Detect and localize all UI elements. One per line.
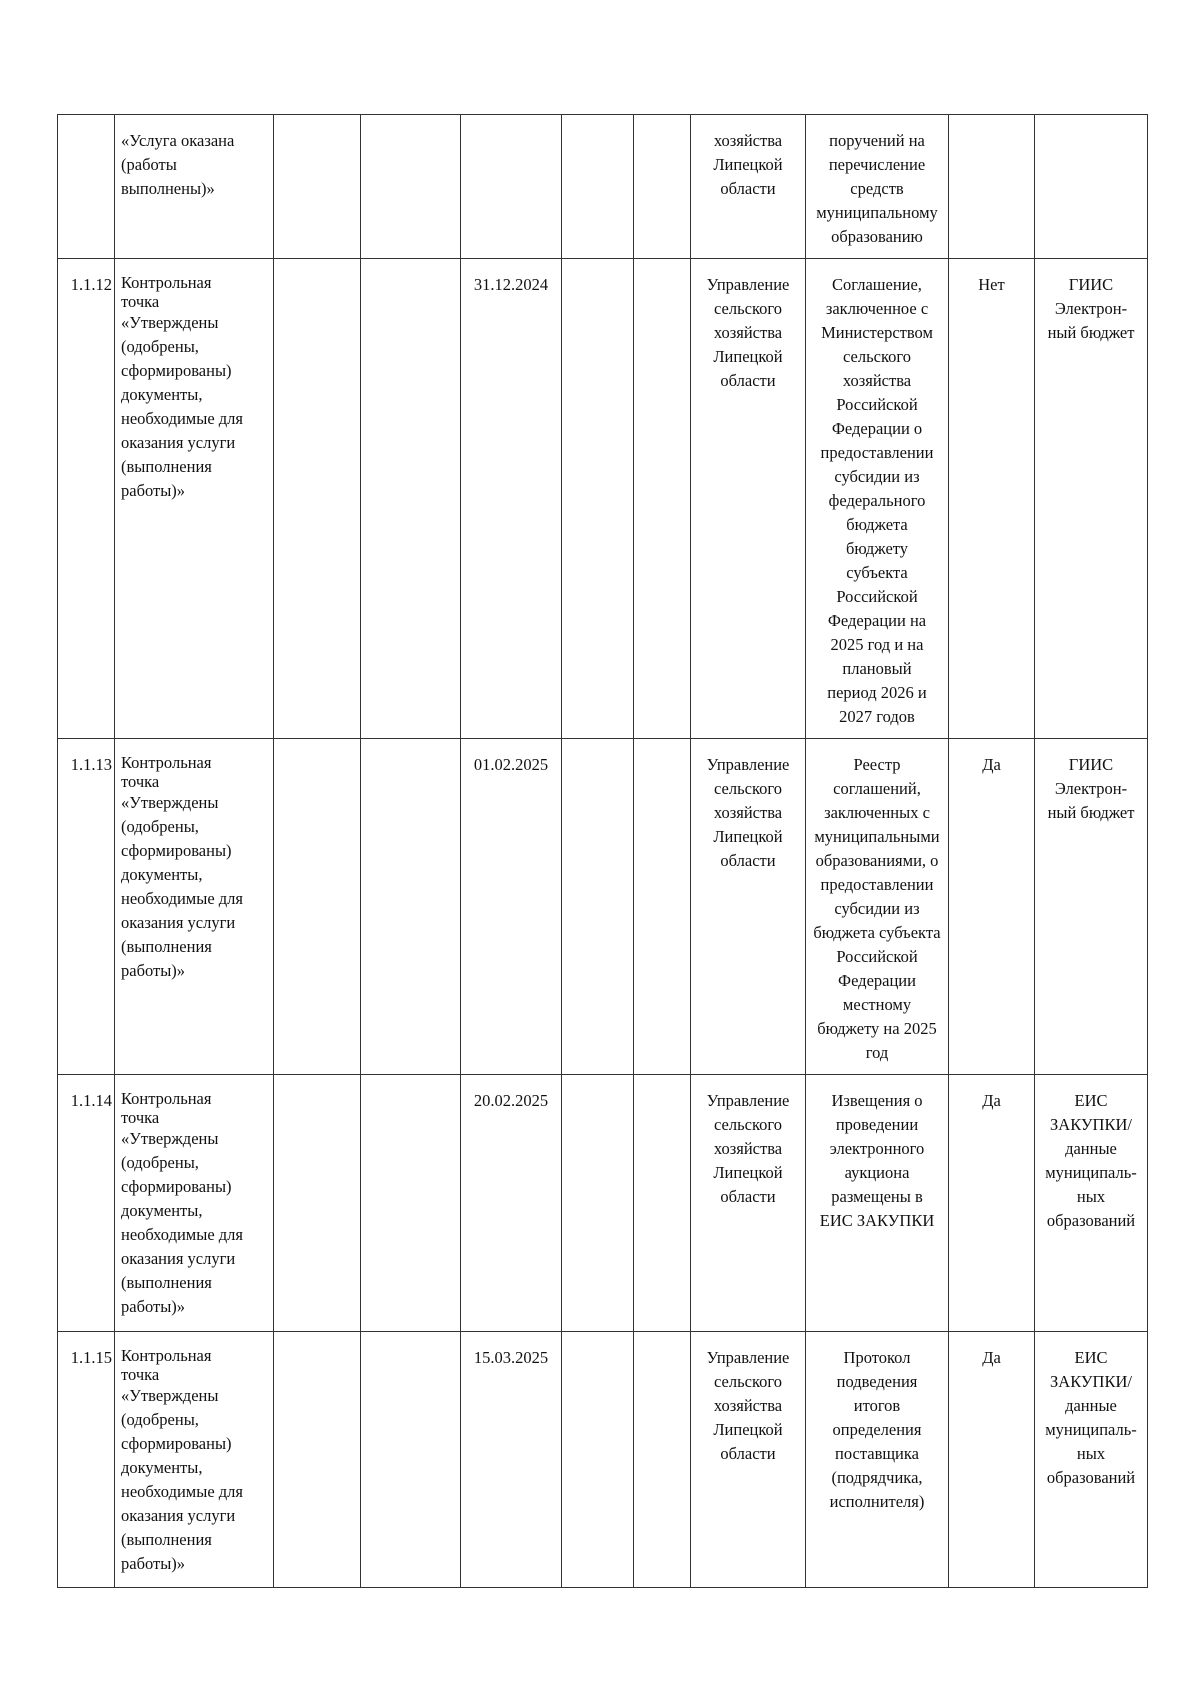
empty-cell bbox=[562, 115, 634, 259]
event-name: «Утверждены (одобрены, сформированы) документы, необходимые для оказания услуги (выполнения работы)» bbox=[121, 313, 243, 500]
deadline-date: 20.02.2025 bbox=[473, 1091, 549, 1110]
responsible-cell: Управление сельского хозяйства Липецкой области bbox=[691, 1332, 806, 1588]
row-number-cell bbox=[58, 739, 115, 1075]
plan-table bbox=[57, 114, 1148, 1588]
responsible-cell: Управление сельского хозяйства Липецкой области bbox=[691, 739, 806, 1075]
row-number-cell bbox=[58, 1075, 115, 1332]
info-system-cell: ЕИС ЗАКУПКИ/ данные муниципаль- ных образований bbox=[1035, 1332, 1148, 1588]
empty-cell bbox=[562, 1075, 634, 1332]
empty-cell bbox=[634, 1332, 691, 1588]
info-system-cell: ГИИС Электрон- ный бюджет bbox=[1035, 739, 1148, 1075]
event-name: «Утверждены (одобрены, сформированы) документы, необходимые для оказания услуги (выполнения работы)» bbox=[121, 1386, 243, 1573]
document-cell: Реестр соглашений, заключенных с муниципальными образованиями, о предоставлении субсидии из бюджета субъекта Российской Федерации местному бюджету на 2025 год bbox=[806, 739, 949, 1075]
date-cell bbox=[461, 739, 562, 1075]
document-cell: Извещения о проведении электронного аукциона размещены в ЕИС ЗАКУПКИ bbox=[806, 1075, 949, 1332]
row-number-cell bbox=[58, 1332, 115, 1588]
empty-cell bbox=[274, 1332, 361, 1588]
event-name-prefix: Контрольная точка bbox=[121, 273, 212, 311]
empty-cell bbox=[361, 259, 461, 739]
responsible-cell: Управление сельского хозяйства Липецкой области bbox=[691, 1075, 806, 1332]
responsible-cell: хозяйства Липецкой области bbox=[691, 115, 806, 259]
empty-cell bbox=[274, 259, 361, 739]
responsible-cell: Управление сельского хозяйства Липецкой области bbox=[691, 259, 806, 739]
event-name: «Услуга оказана (работы выполнены)» bbox=[121, 131, 235, 198]
empty-cell bbox=[274, 1075, 361, 1332]
event-name-prefix: Контрольная точка bbox=[121, 1346, 212, 1384]
empty-cell bbox=[634, 259, 691, 739]
row-number-cell bbox=[58, 115, 115, 259]
info-system-cell: ЕИС ЗАКУПКИ/ данные муниципаль- ных образований bbox=[1035, 1075, 1148, 1332]
deadline-date: 01.02.2025 bbox=[473, 755, 549, 774]
row-number-cell bbox=[58, 259, 115, 739]
empty-cell bbox=[361, 1332, 461, 1588]
flag-cell: Да bbox=[949, 739, 1035, 1075]
deadline-date: 15.03.2025 bbox=[473, 1348, 549, 1367]
flag-cell bbox=[949, 115, 1035, 259]
table-row bbox=[58, 1075, 1148, 1332]
info-system-cell: ГИИС Электрон- ный бюджет bbox=[1035, 259, 1148, 739]
empty-cell bbox=[562, 739, 634, 1075]
empty-cell bbox=[274, 115, 361, 259]
empty-cell bbox=[562, 259, 634, 739]
table-row bbox=[58, 259, 1148, 739]
empty-cell bbox=[634, 115, 691, 259]
row-number: 1.1.14 bbox=[70, 1091, 112, 1110]
deadline-date: 31.12.2024 bbox=[473, 275, 549, 294]
table-row bbox=[58, 739, 1148, 1075]
row-number: 1.1.15 bbox=[70, 1348, 112, 1367]
event-name-cell bbox=[115, 739, 274, 1075]
event-name-prefix: Контрольная точка bbox=[121, 753, 212, 791]
row-number: 1.1.13 bbox=[70, 755, 112, 774]
empty-cell bbox=[562, 1332, 634, 1588]
event-name-cell bbox=[115, 259, 274, 739]
empty-cell bbox=[274, 739, 361, 1075]
flag-cell: Да bbox=[949, 1075, 1035, 1332]
document-cell: поручений на перечисление средств муниципальному образованию bbox=[806, 115, 949, 259]
empty-cell bbox=[361, 1075, 461, 1332]
table-row bbox=[58, 1332, 1148, 1588]
event-name: «Утверждены (одобрены, сформированы) документы, необходимые для оказания услуги (выполнения работы)» bbox=[121, 793, 243, 980]
empty-cell bbox=[634, 1075, 691, 1332]
empty-cell bbox=[361, 739, 461, 1075]
flag-cell: Да bbox=[949, 1332, 1035, 1588]
flag-cell: Нет bbox=[949, 259, 1035, 739]
table-row bbox=[58, 115, 1148, 259]
date-cell bbox=[461, 1075, 562, 1332]
date-cell bbox=[461, 1332, 562, 1588]
event-name-cell bbox=[115, 115, 274, 259]
date-cell bbox=[461, 115, 562, 259]
document-cell: Соглашение, заключенное с Министерством сельского хозяйства Российской Федерации о предоставлении субсидии из федерального бюджета бюджету субъекта Российской Федерации на 2025 год и на плановый период 2026 и 2027 годов bbox=[806, 259, 949, 739]
row-number: 1.1.12 bbox=[70, 275, 112, 294]
event-name-prefix: Контрольная точка bbox=[121, 1089, 212, 1127]
date-cell bbox=[461, 259, 562, 739]
event-name-cell bbox=[115, 1075, 274, 1332]
empty-cell bbox=[634, 739, 691, 1075]
event-name-cell bbox=[115, 1332, 274, 1588]
event-name: «Утверждены (одобрены, сформированы) документы, необходимые для оказания услуги (выполнения работы)» bbox=[121, 1129, 243, 1316]
document-cell: Протокол подведения итогов определения поставщика (подрядчика, исполнителя) bbox=[806, 1332, 949, 1588]
empty-cell bbox=[361, 115, 461, 259]
info-system-cell bbox=[1035, 115, 1148, 259]
